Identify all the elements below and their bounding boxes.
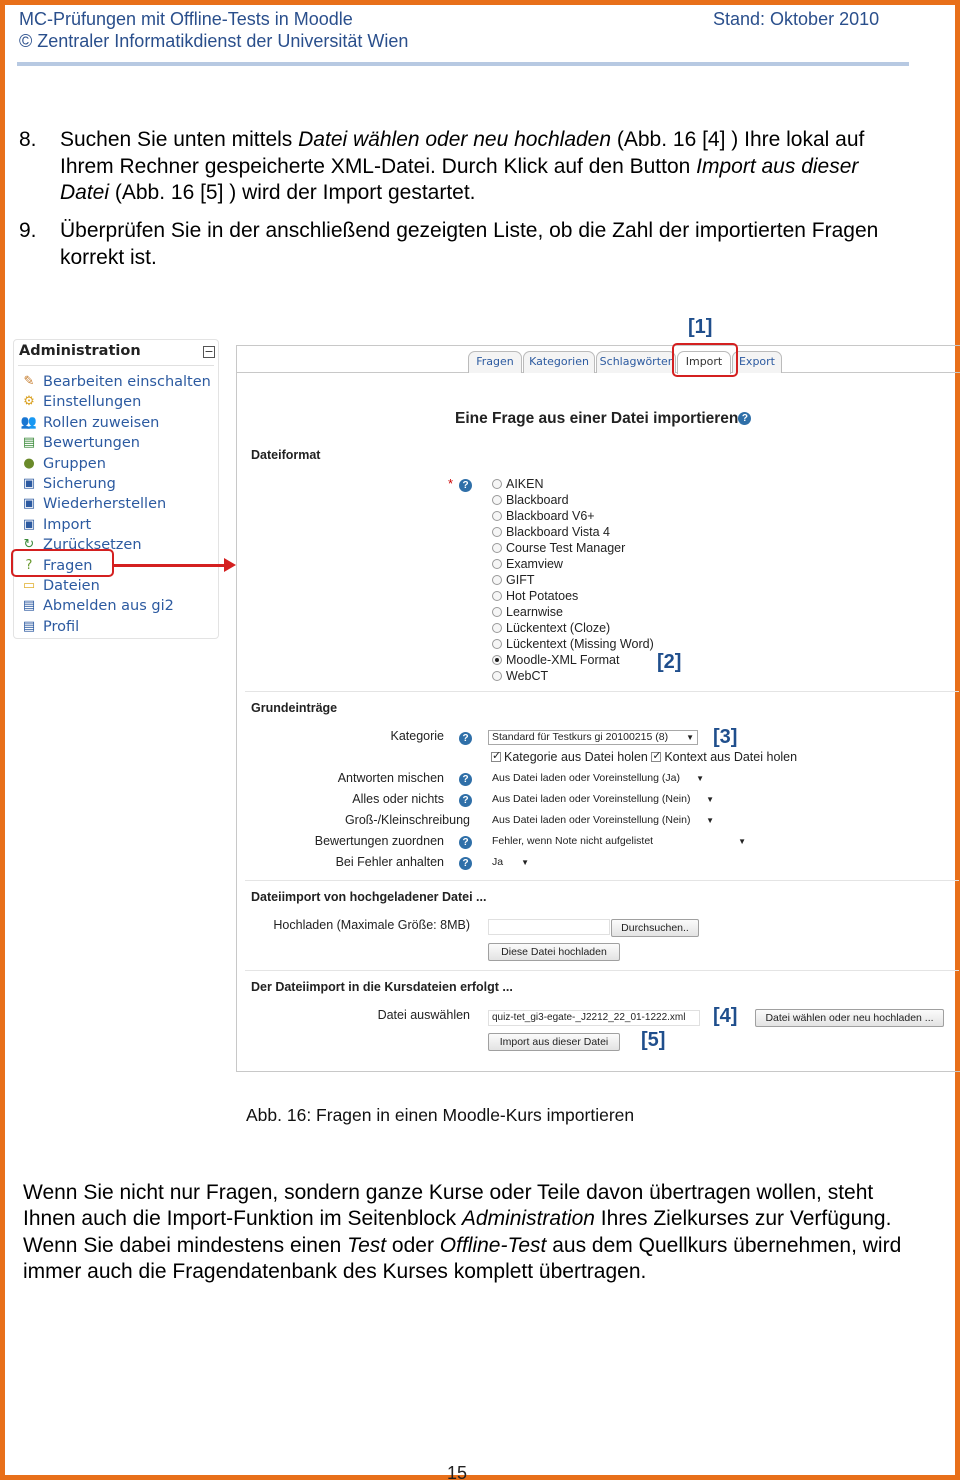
cat-from-file-checkbox[interactable]	[491, 752, 501, 762]
admin-item-label: Wiederherstellen	[43, 496, 167, 513]
doc-title: MC-Prüfungen mit Offline-Tests in Moodle	[19, 9, 353, 29]
tab-kategorien[interactable]: Kategorien	[523, 351, 595, 373]
upload-button[interactable]: Diese Datei hochladen	[488, 943, 620, 961]
tab-schlagwoerter[interactable]: Schlagwörter	[596, 351, 676, 373]
arrow-right-icon	[224, 558, 236, 572]
format-radio[interactable]	[492, 671, 502, 681]
annotation-5: [5]	[641, 1029, 666, 1051]
shuffle-label: Antworten mischen	[337, 771, 444, 785]
page-number: 15	[447, 1463, 468, 1480]
doc-copyright: © Zentraler Informatikdienst der Universität Wien	[19, 31, 409, 51]
step-number: 9.	[19, 219, 37, 242]
settings-icon: ⚙	[23, 394, 35, 410]
step-text-italic: Datei wählen oder neu hochladen	[298, 128, 612, 151]
paragraph-part: aus dem Quellkurs übernehmen, wird immer auch die Fragendatenbank des Kurses komplett übertragen.	[23, 1233, 902, 1283]
format-radio[interactable]	[492, 591, 502, 601]
stop-select-value: Ja	[492, 856, 504, 868]
import-icon: ▣	[22, 516, 36, 532]
step-text-italic: Import aus dieser Datei	[60, 154, 859, 204]
admin-item-label: Import	[43, 516, 92, 533]
all-or-nothing-select[interactable]	[488, 792, 718, 807]
format-radio[interactable]	[492, 527, 502, 537]
format-label: WebCT	[506, 669, 549, 683]
case-select-value: Aus Datei laden oder Voreinstellung (Nein)	[492, 814, 691, 826]
format-label: Hot Potatoes	[506, 589, 579, 603]
help-icon[interactable]: ?	[459, 836, 472, 849]
all-or-nothing-select-value: Aus Datei laden oder Voreinstellung (Nein)	[492, 793, 691, 805]
chevron-down-icon: ▼	[686, 733, 694, 742]
chevron-down-icon: ▼	[706, 795, 714, 804]
format-label: Blackboard	[506, 493, 569, 507]
format-label: Examview	[506, 557, 563, 571]
import-panel	[236, 345, 960, 1072]
admin-item-label: Profil	[43, 618, 80, 635]
annotation-3: [3]	[713, 726, 738, 748]
section-divider	[245, 880, 959, 881]
roles-icon: 👥	[20, 414, 38, 430]
cat-from-file-label: Kategorie aus Datei holen	[504, 750, 648, 764]
grades-icon: ▤	[22, 435, 36, 451]
category-select[interactable]	[488, 730, 698, 745]
help-icon[interactable]: ?	[738, 412, 751, 425]
help-icon[interactable]: ?	[459, 732, 472, 745]
step-text-part: (Abb. 16 [4] ) Ihre lokal auf Ihrem Rechner gespeicherte XML-Datei. Durch Klick auf den Button	[60, 128, 865, 178]
grades-select-value: Fehler, wenn Note nicht aufgelistet	[492, 835, 654, 847]
questions-icon: ?	[25, 557, 33, 573]
ctx-from-file-checkbox[interactable]	[651, 752, 661, 762]
tab-import[interactable]: Import	[677, 351, 731, 374]
case-select[interactable]	[488, 813, 718, 828]
format-radio[interactable]	[492, 495, 502, 505]
format-label: Blackboard V6+	[506, 509, 595, 523]
edit-icon: ✎	[23, 374, 35, 389]
collapse-icon[interactable]: −	[204, 345, 214, 358]
help-icon[interactable]: ?	[459, 773, 472, 786]
upload-heading: Dateiimport von hochgeladener Datei ...	[251, 890, 487, 904]
admin-item-label: Gruppen	[43, 455, 106, 472]
ctx-from-file-label: Kontext aus Datei holen	[664, 750, 798, 764]
import-title-text: Eine Frage aus einer Datei importieren	[455, 410, 739, 427]
doc-date: Stand: Oktober 2010	[713, 9, 880, 29]
format-label: AIKEN	[506, 477, 544, 491]
upload-file-input[interactable]	[488, 919, 610, 935]
help-icon[interactable]: ?	[459, 857, 472, 870]
step-text	[60, 127, 890, 207]
stop-select[interactable]	[488, 855, 533, 870]
import-title	[455, 410, 751, 428]
choose-file-button[interactable]: Datei wählen oder neu hochladen ...	[755, 1009, 944, 1027]
upload-label: Hochladen (Maximale Größe: 8MB)	[273, 918, 470, 932]
annotation-1: [1]	[688, 316, 713, 338]
admin-item-label: Sicherung	[43, 476, 116, 492]
paragraph-part: Ihres Zielkurses zur Verfügung. Wenn Sie dabei mindestens einen	[23, 1207, 892, 1257]
arrow-line	[112, 564, 226, 567]
admin-divider	[18, 365, 214, 366]
format-radio[interactable]	[492, 575, 502, 585]
course-file-input[interactable]: quiz-tet_gi3-egate-_J2212_22_01-1222.xml	[488, 1010, 700, 1026]
body-paragraph	[23, 1180, 903, 1285]
admin-item-label: Fragen	[43, 557, 93, 574]
groups-icon: ●	[23, 455, 35, 471]
format-radio[interactable]	[492, 639, 502, 649]
format-radio[interactable]	[492, 607, 502, 617]
folder-icon: ▭	[22, 578, 36, 593]
format-label: Blackboard Vista 4	[506, 525, 610, 539]
choose-file-label: Datei auswählen	[377, 1008, 470, 1022]
stop-label: Bei Fehler anhalten	[335, 855, 444, 869]
admin-item-label: Abmelden aus gi2	[43, 598, 174, 615]
general-heading: Grundeinträge	[251, 701, 338, 715]
profile-icon: ▤	[22, 618, 36, 634]
format-radio[interactable]	[492, 511, 502, 521]
header-divider	[17, 62, 909, 66]
format-label: Course Test Manager	[506, 541, 626, 555]
format-label: Lückentext (Missing Word)	[506, 637, 654, 651]
paragraph-italic: Administration	[461, 1207, 595, 1231]
help-icon[interactable]: ?	[459, 479, 472, 492]
paragraph-part: oder	[386, 1233, 440, 1257]
category-label: Kategorie	[390, 729, 444, 743]
required-mark: *	[448, 476, 454, 491]
paragraph-italic: Offline-Test	[439, 1233, 547, 1257]
admin-item-label: Einstellungen	[43, 394, 142, 411]
format-radio[interactable]	[492, 655, 502, 665]
shuffle-select[interactable]	[488, 771, 708, 786]
section-divider	[245, 691, 959, 692]
paragraph-part: Wenn Sie nicht nur Fragen, sondern ganze Kurse oder Teile davon übertragen wollen, steht Ihnen auch die Import-Funktion im Seitenblock	[23, 1181, 874, 1231]
category-select-value: Standard für Testkurs gi 20100215 (8)	[492, 731, 669, 743]
step-text: Überprüfen Sie in der anschließend gezeigten Liste, ob die Zahl der importierten Fragen korrekt ist.	[60, 219, 879, 269]
tab-fragen[interactable]: Fragen	[468, 351, 522, 373]
from-file-options	[491, 750, 797, 764]
figure-caption: Abb. 16: Fragen in einen Moodle-Kurs importieren	[246, 1105, 635, 1125]
restore-icon: ▣	[22, 496, 36, 512]
format-label: Lückentext (Cloze)	[506, 621, 611, 635]
chevron-down-icon: ▼	[706, 816, 714, 825]
step-text-part: Suchen Sie unten mittels	[60, 128, 299, 151]
format-radio[interactable]	[492, 559, 502, 569]
admin-title: Administration	[19, 343, 141, 359]
step-text-part: (Abb. 16 [5] ) wird der Import gestartet.	[109, 181, 476, 204]
admin-item-label: Dateien	[43, 578, 100, 594]
step-number: 8.	[19, 128, 37, 151]
help-icon[interactable]: ?	[459, 794, 472, 807]
annotation-2: [2]	[657, 651, 682, 673]
all-or-nothing-label: Alles oder nichts	[352, 792, 444, 806]
course-files-heading: Der Dateiimport in die Kursdateien erfolgt ...	[251, 980, 513, 994]
section-divider	[245, 970, 959, 971]
format-label: GIFT	[506, 573, 535, 587]
admin-block	[13, 339, 219, 639]
chevron-down-icon: ▼	[521, 858, 529, 867]
chevron-down-icon: ▼	[738, 837, 746, 846]
import-tab-highlight	[672, 343, 738, 377]
admin-item-label: Rollen zuweisen	[43, 414, 160, 431]
annotation-4: [4]	[713, 1005, 738, 1027]
format-label: Moodle-XML Format	[506, 653, 620, 667]
tab-export[interactable]: Export	[732, 351, 782, 373]
browse-button[interactable]: Durchsuchen..	[611, 919, 699, 937]
chevron-down-icon: ▼	[696, 774, 704, 783]
fragen-highlight	[11, 549, 114, 577]
admin-item-label: Bewertungen	[43, 435, 140, 452]
backup-icon: ▣	[22, 476, 36, 491]
reset-icon: ↻	[23, 537, 35, 553]
format-radio[interactable]	[492, 623, 502, 633]
import-file-button[interactable]: Import aus dieser Datei	[488, 1033, 620, 1051]
paragraph-italic: Test	[347, 1233, 387, 1257]
format-radio[interactable]	[492, 479, 502, 489]
grades-label: Bewertungen zuordnen	[314, 834, 444, 848]
admin-item-label: Bearbeiten einschalten	[43, 374, 211, 390]
grades-select[interactable]	[488, 834, 750, 849]
shuffle-select-value: Aus Datei laden oder Voreinstellung (Ja)	[492, 772, 680, 784]
logout-icon: ▤	[22, 598, 36, 614]
admin-item-label: Zurücksetzen	[43, 537, 142, 554]
format-label: Learnwise	[506, 605, 563, 619]
case-label: Groß-/Kleinschreibung	[344, 813, 470, 827]
format-heading: Dateiformat	[251, 448, 321, 462]
format-radio[interactable]	[492, 543, 502, 553]
